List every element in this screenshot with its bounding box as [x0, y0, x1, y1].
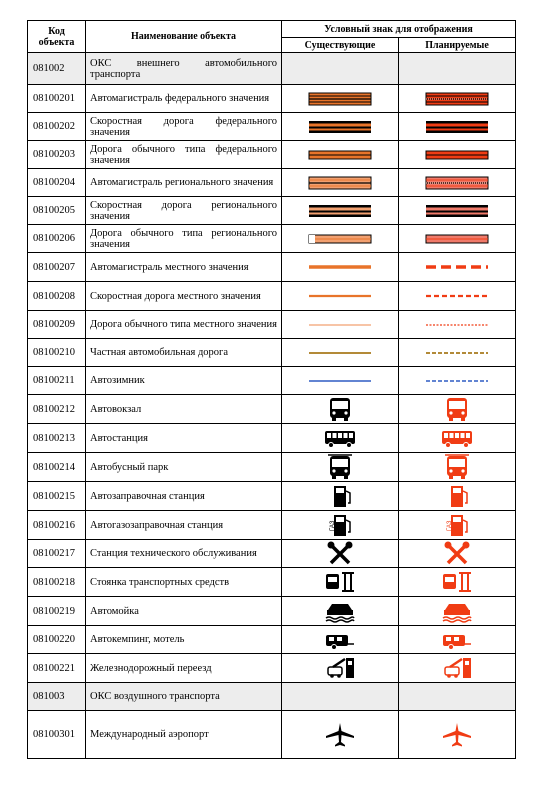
planned-symbol-cell: [399, 282, 516, 311]
planned-parking-icon: [399, 569, 515, 595]
table-row: [28, 282, 516, 311]
object-name: Автомагистраль регионального значения: [90, 177, 274, 188]
existing-symbol-cell: [282, 225, 399, 253]
object-name-cell: [86, 654, 282, 683]
existing-symbol-cell: [282, 453, 399, 482]
table-row: [28, 711, 516, 759]
header-existing-label: Существующие: [304, 39, 376, 51]
object-name: Международный аэропорт: [90, 729, 209, 740]
planned-road-local-highway-icon: [399, 258, 515, 276]
planned-symbol-cell: [399, 395, 516, 424]
planned-symbol-cell: [399, 169, 516, 197]
existing-road-local-highway-icon: [282, 258, 398, 276]
table-row: [28, 85, 516, 113]
existing-parking-icon: [282, 569, 398, 595]
planned-road-regional-express-icon: [399, 202, 515, 220]
existing-symbol-cell: [282, 339, 399, 367]
object-name: Автомойка: [90, 605, 139, 617]
object-name: Стоянка транспортных средств: [90, 576, 230, 588]
planned-symbol-cell: [399, 424, 516, 453]
planned-road-local-express-icon: [399, 287, 515, 305]
table-row: [28, 482, 516, 511]
object-name-cell: [86, 395, 282, 424]
object-code: 08100207: [28, 253, 86, 282]
existing-road-regional-highway-icon: [282, 174, 398, 192]
planned-symbol-cell: [399, 453, 516, 482]
existing-railway-crossing-icon: [282, 655, 398, 681]
object-code: 08100208: [28, 282, 86, 311]
planned-bus-park-icon: [399, 454, 515, 480]
existing-symbol-cell: [282, 395, 399, 424]
existing-road-federal-express-icon: [282, 118, 398, 136]
existing-road-private-icon: [282, 344, 398, 362]
object-name: Дорога обычного типа федерального значения: [90, 143, 277, 166]
existing-symbol-cell: [282, 282, 399, 311]
object-code: 08100201: [28, 85, 86, 113]
object-code: 08100220: [28, 626, 86, 654]
object-code: 081002: [28, 53, 86, 85]
planned-symbol-cell: [399, 113, 516, 141]
table-row: [28, 540, 516, 568]
existing-symbol-cell: [282, 482, 399, 511]
object-name-cell: [86, 568, 282, 597]
existing-road-local-regular-icon: [282, 316, 398, 334]
table-row: [28, 424, 516, 453]
existing-fuel-pump-icon: [282, 483, 398, 509]
object-code: 08100211: [28, 367, 86, 395]
object-name-cell: [86, 683, 282, 711]
object-name-cell: [86, 626, 282, 654]
existing-symbol-cell: [282, 367, 399, 395]
header-code-label: Код объекта: [38, 25, 75, 48]
table-row: [28, 169, 516, 197]
table-row: [28, 597, 516, 626]
legend-body: [28, 53, 516, 759]
object-name-cell: [86, 225, 282, 253]
header-symbol-group: [282, 21, 516, 38]
planned-camper-icon: [399, 627, 515, 653]
planned-symbol-cell: [399, 711, 516, 759]
object-code: 08100205: [28, 197, 86, 225]
existing-road-regional-regular-icon: [282, 230, 398, 248]
table-row: [28, 197, 516, 225]
object-name: Автобусный парк: [90, 461, 169, 473]
planned-symbol-cell: [399, 654, 516, 683]
object-name: Автогазозаправочная станция: [90, 519, 224, 531]
object-name: Автокемпинг, мотель: [90, 634, 185, 645]
object-code: 08100217: [28, 540, 86, 568]
table-row: [28, 626, 516, 654]
object-name: Станция технического обслуживания: [90, 548, 257, 559]
object-name: Дорога обычного типа местного значения: [90, 319, 277, 330]
object-name-cell: [86, 282, 282, 311]
planned-symbol-cell: [399, 253, 516, 282]
planned-road-local-regular-icon: [399, 316, 515, 334]
table-row: [28, 395, 516, 424]
planned-symbol-cell: [399, 53, 516, 85]
object-code: 08100301: [28, 711, 86, 759]
existing-symbol-cell: [282, 683, 399, 711]
existing-airplane-icon: [282, 722, 398, 748]
object-name-cell: [86, 253, 282, 282]
table-row: [28, 141, 516, 169]
object-code: 08100218: [28, 568, 86, 597]
object-name: ОКС внешнего автомобильного транспорта: [90, 57, 277, 80]
existing-symbol-cell: [282, 626, 399, 654]
section-row: [28, 683, 516, 711]
object-name-cell: [86, 540, 282, 568]
existing-bus-park-icon: [282, 454, 398, 480]
header-name-label: Наименование объекта: [131, 31, 236, 42]
object-name-cell: [86, 597, 282, 626]
planned-symbol-cell: [399, 597, 516, 626]
table-row: [28, 311, 516, 339]
planned-railway-crossing-icon: [399, 655, 515, 681]
object-name-cell: [86, 482, 282, 511]
planned-symbol-cell: [399, 568, 516, 597]
table-row: [28, 654, 516, 683]
object-code: 08100214: [28, 453, 86, 482]
planned-symbol-cell: [399, 540, 516, 568]
existing-symbol-cell: [282, 311, 399, 339]
header-name: [86, 21, 282, 53]
object-name: Автовокзал: [90, 403, 142, 415]
existing-symbol-cell: [282, 53, 399, 85]
object-name-cell: [86, 711, 282, 759]
object-code: 08100221: [28, 654, 86, 683]
existing-symbol-cell: [282, 654, 399, 683]
planned-gas-pump-icon: [399, 512, 515, 538]
existing-bus-side-icon: [282, 425, 398, 451]
object-name: Железнодорожный переезд: [90, 662, 212, 674]
object-code: 08100203: [28, 141, 86, 169]
svg-text:ГАЗ: ГАЗ: [447, 520, 453, 531]
planned-symbol-cell: [399, 311, 516, 339]
object-name: Автозаправочная станция: [90, 490, 205, 502]
object-name: Автомагистраль местного значения: [90, 261, 249, 273]
object-name: Частная автомобильная дорога: [90, 347, 229, 358]
planned-road-federal-highway-icon: [399, 90, 515, 108]
existing-road-regional-express-icon: [282, 202, 398, 220]
existing-road-federal-regular-icon: [282, 146, 398, 164]
section-row: [28, 53, 516, 85]
object-name-cell: [86, 453, 282, 482]
object-name: ОКС воздушного транспорта: [90, 691, 220, 702]
existing-symbol-cell: [282, 711, 399, 759]
object-name: Дорога обычного типа регионального значения: [90, 227, 277, 250]
planned-symbol-cell: [399, 141, 516, 169]
object-name-cell: [86, 197, 282, 225]
planned-road-winter-icon: [399, 372, 515, 390]
planned-symbol-cell: [399, 482, 516, 511]
header-planned: [399, 38, 516, 53]
object-code: 08100216: [28, 511, 86, 540]
object-code: 08100206: [28, 225, 86, 253]
planned-symbol-cell: [399, 85, 516, 113]
object-name-cell: [86, 367, 282, 395]
planned-bus-side-icon: [399, 425, 515, 451]
planned-symbol-cell: [399, 683, 516, 711]
planned-symbol-cell: [399, 511, 516, 540]
header-code: [28, 21, 86, 53]
existing-symbol-cell: [282, 424, 399, 453]
object-code: 08100219: [28, 597, 86, 626]
table-row: [28, 453, 516, 482]
object-name-cell: [86, 113, 282, 141]
header-symbol-group-label: Условный знак для отображения: [324, 23, 473, 35]
planned-symbol-cell: [399, 225, 516, 253]
header-planned-label: Планируемые: [425, 39, 489, 51]
planned-road-regional-regular-icon: [399, 230, 515, 248]
existing-symbol-cell: [282, 597, 399, 626]
object-name-cell: [86, 511, 282, 540]
existing-bus-front-icon: [282, 396, 398, 422]
existing-symbol-cell: [282, 113, 399, 141]
table-row: [28, 225, 516, 253]
existing-car-wash-icon: [282, 598, 398, 624]
table-row: [28, 367, 516, 395]
object-code: 08100210: [28, 339, 86, 367]
table-row: [28, 113, 516, 141]
object-name-cell: [86, 424, 282, 453]
object-code: 081003: [28, 683, 86, 711]
planned-road-regional-highway-icon: [399, 174, 515, 192]
table-row: [28, 253, 516, 282]
existing-road-local-express-icon: [282, 287, 398, 305]
object-name-cell: [86, 339, 282, 367]
object-name-cell: [86, 53, 282, 85]
object-name: Автостанция: [90, 432, 148, 444]
existing-road-winter-icon: [282, 372, 398, 390]
planned-symbol-cell: [399, 626, 516, 654]
header-existing: [282, 38, 399, 53]
existing-symbol-cell: [282, 169, 399, 197]
existing-symbol-cell: [282, 540, 399, 568]
existing-symbol-cell: [282, 511, 399, 540]
existing-symbol-cell: [282, 568, 399, 597]
planned-road-federal-express-icon: [399, 118, 515, 136]
planned-road-federal-regular-icon: [399, 146, 515, 164]
svg-text:ГАЗ: ГАЗ: [330, 520, 336, 531]
planned-fuel-pump-icon: [399, 483, 515, 509]
table-row: [28, 568, 516, 597]
table-row: [28, 511, 516, 540]
object-code: 08100202: [28, 113, 86, 141]
object-code: 08100204: [28, 169, 86, 197]
object-name-cell: [86, 311, 282, 339]
object-code: 08100209: [28, 311, 86, 339]
existing-camper-icon: [282, 627, 398, 653]
planned-symbol-cell: [399, 197, 516, 225]
object-code: 08100213: [28, 424, 86, 453]
object-name: Скоростная дорога местного значения: [90, 290, 261, 302]
existing-symbol-cell: [282, 141, 399, 169]
existing-gas-pump-icon: [282, 512, 398, 538]
planned-bus-front-icon: [399, 396, 515, 422]
planned-symbol-cell: [399, 339, 516, 367]
existing-tools-icon: [282, 541, 398, 567]
object-name: Автозимник: [90, 375, 145, 386]
planned-airplane-icon: [399, 722, 515, 748]
object-name-cell: [86, 85, 282, 113]
existing-road-federal-highway-icon: [282, 90, 398, 108]
object-name: Скоростная дорога федерального значения: [90, 115, 277, 138]
planned-car-wash-icon: [399, 598, 515, 624]
existing-symbol-cell: [282, 85, 399, 113]
existing-symbol-cell: [282, 253, 399, 282]
object-name: Скоростная дорога регионального значения: [90, 199, 277, 222]
object-code: 08100212: [28, 395, 86, 424]
object-name-cell: [86, 169, 282, 197]
legend-table: [27, 20, 516, 759]
planned-tools-icon: [399, 541, 515, 567]
object-name-cell: [86, 141, 282, 169]
planned-road-private-icon: [399, 344, 515, 362]
object-name: Автомагистраль федерального значения: [90, 93, 270, 104]
table-row: [28, 339, 516, 367]
planned-symbol-cell: [399, 367, 516, 395]
existing-symbol-cell: [282, 197, 399, 225]
object-code: 08100215: [28, 482, 86, 511]
